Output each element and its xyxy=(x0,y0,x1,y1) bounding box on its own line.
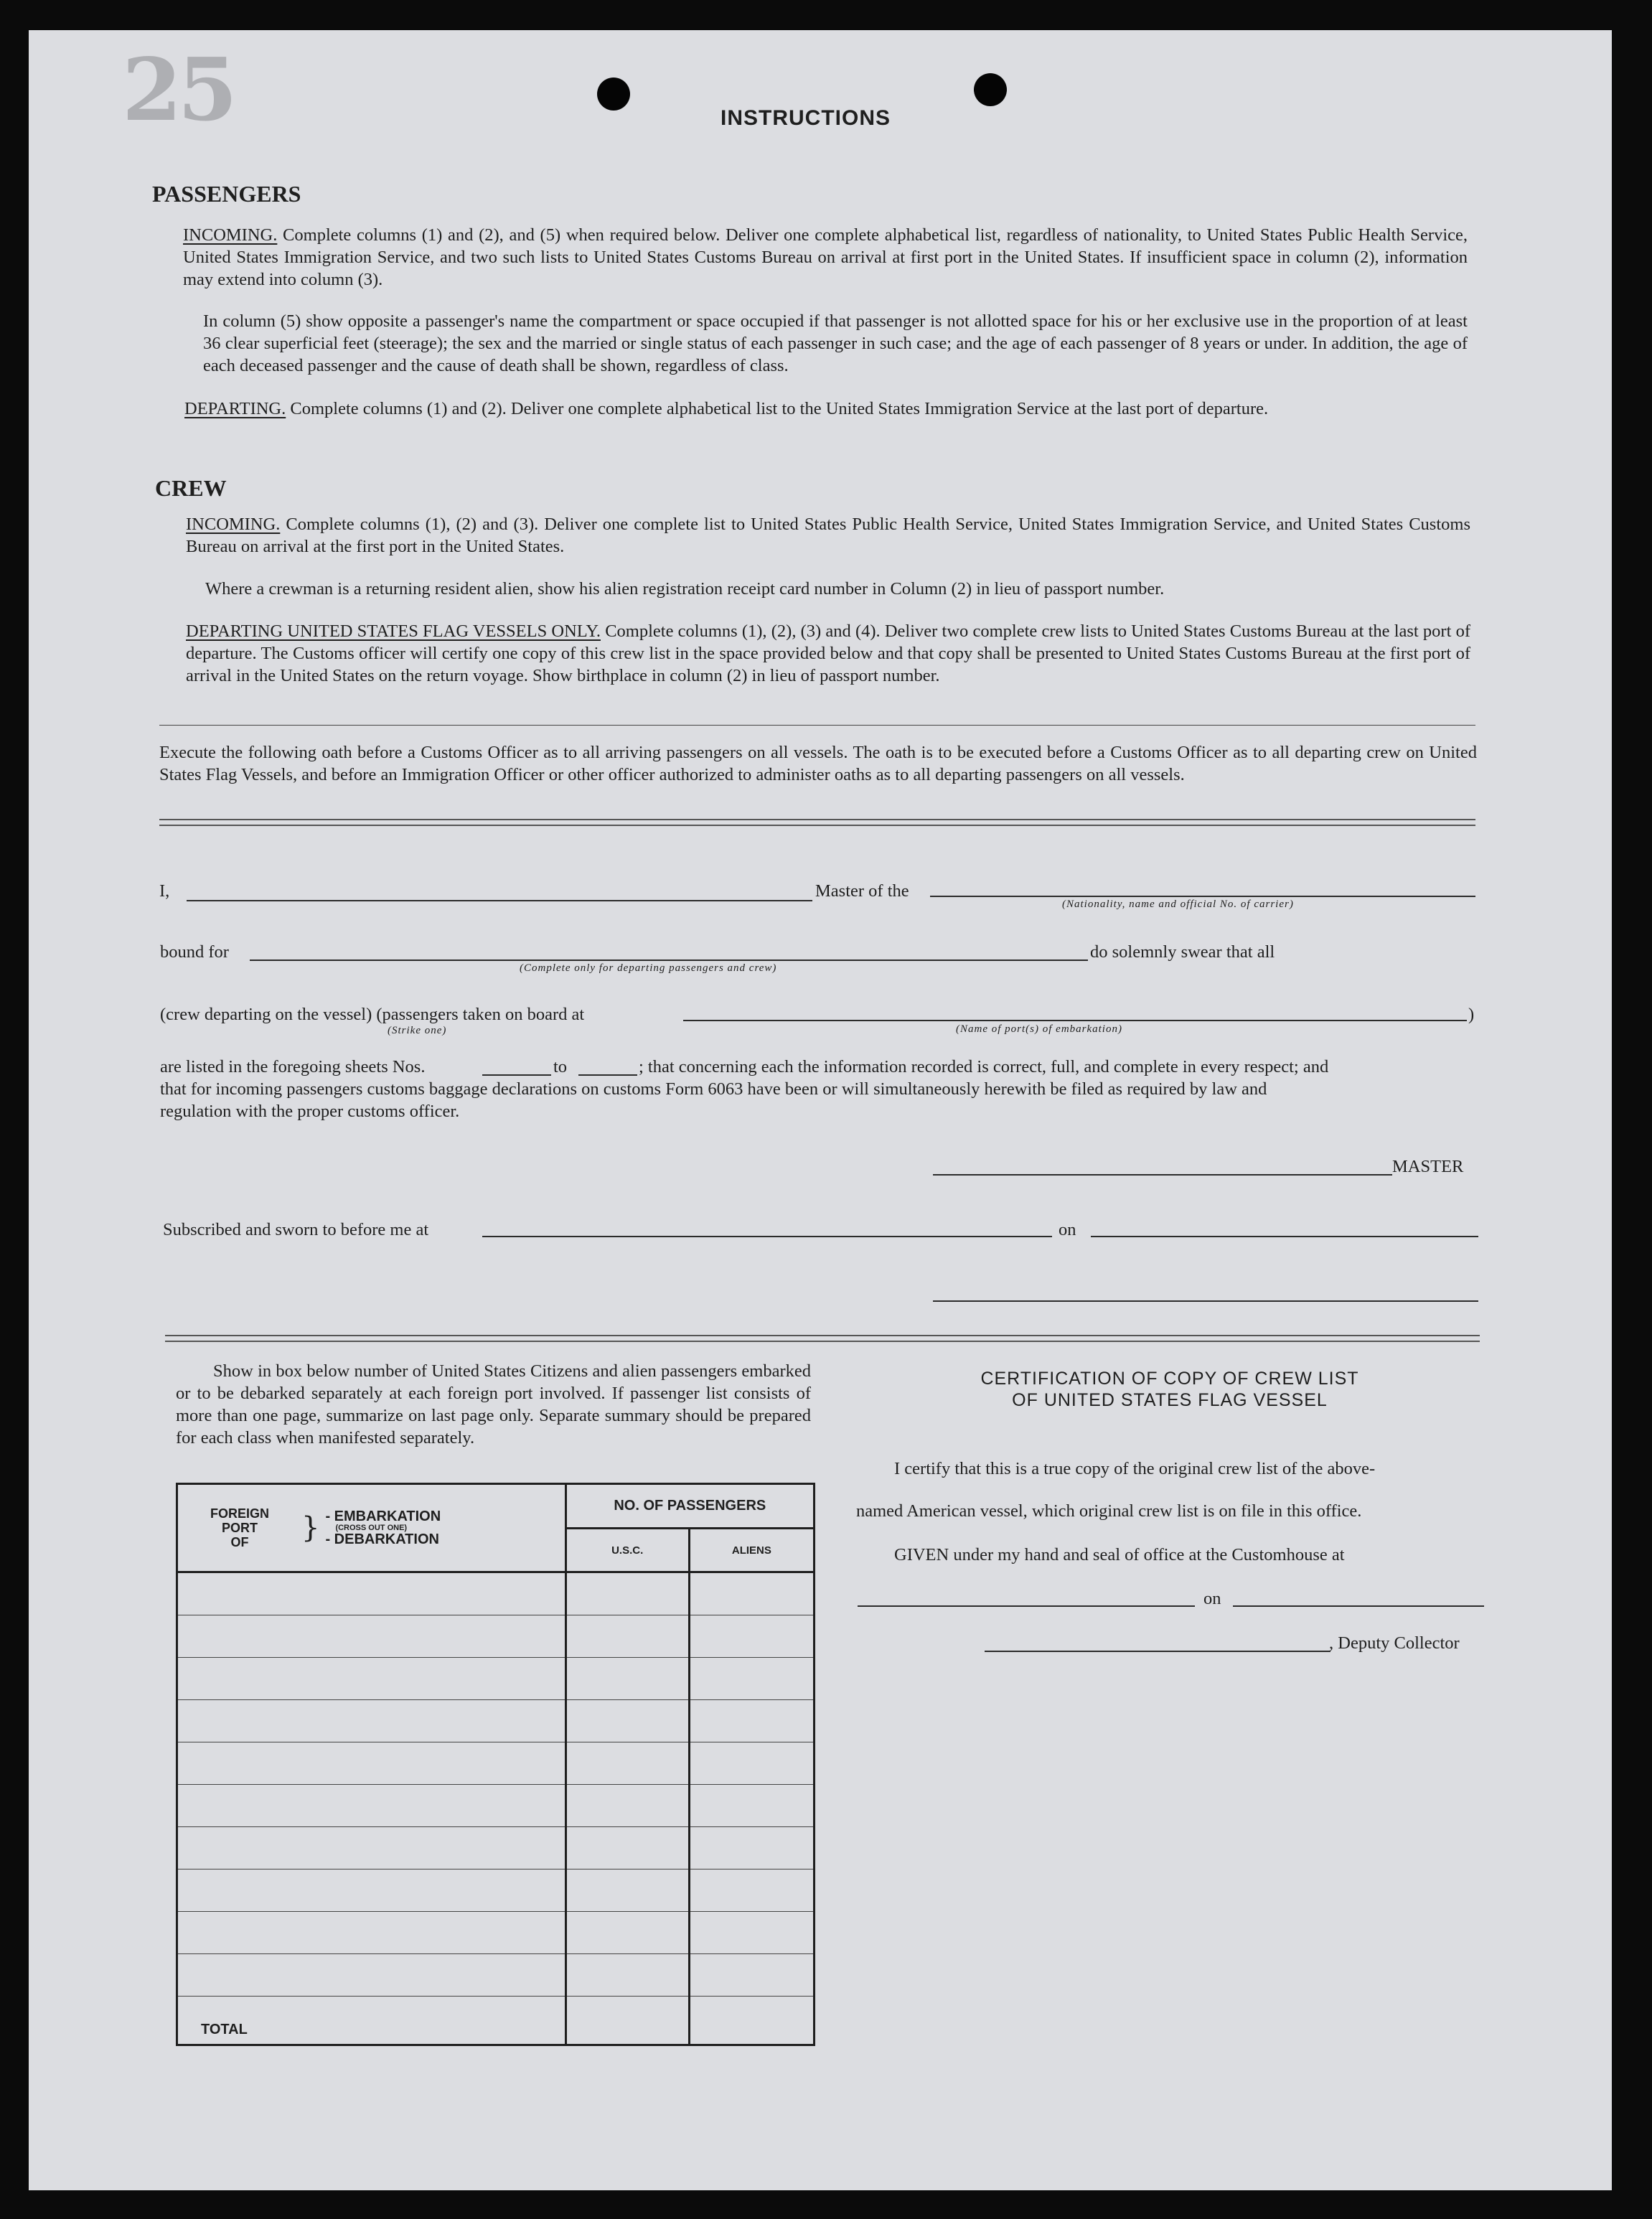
close-paren: ) xyxy=(1468,1005,1475,1024)
port-cell[interactable] xyxy=(177,1785,566,1827)
cross-out-label: (CROSS OUT ONE) xyxy=(335,1524,408,1532)
total-aliens-cell[interactable] xyxy=(689,1997,814,2045)
deputy-collector: , Deputy Collector xyxy=(1329,1633,1460,1653)
deputy-signature-field[interactable] xyxy=(985,1651,1330,1652)
certify-line-1: I certify that this is a true copy of the original crew list of the above- xyxy=(894,1459,1376,1478)
swear-text: do solemnly swear that all xyxy=(1090,942,1275,962)
passengers-departing-text: Complete columns (1) and (2). Deliver one complete alphabetical list to the United States Immigration Service at the last port of departure. xyxy=(290,399,1269,418)
double-rule xyxy=(159,819,1475,826)
certification-title-2: OF UNITED STATES FLAG VESSEL xyxy=(1012,1390,1328,1410)
certify-line-2: named American vessel, which original crew list is on file in this office. xyxy=(856,1501,1362,1521)
total-label: TOTAL xyxy=(177,1997,566,2045)
listed-text-1: ; that concerning each the information recorded is correct, full, and complete in every respect; and xyxy=(639,1057,1329,1076)
cert-on: on xyxy=(1203,1589,1221,1608)
embarkation-field[interactable] xyxy=(683,1020,1467,1021)
crew-resident: Where a crewman is a returning resident alien, show his alien registration receipt card number in Column (2) in lieu of passport number. xyxy=(205,579,1165,599)
oath-i: I, xyxy=(159,881,170,901)
port-cell[interactable] xyxy=(177,1912,566,1954)
punch-hole-left xyxy=(597,78,630,111)
usc-cell[interactable] xyxy=(565,1785,689,1827)
master-signature-field[interactable] xyxy=(933,1174,1392,1176)
subscribed-place-field[interactable] xyxy=(482,1236,1052,1237)
stamp-number: 25 xyxy=(122,39,233,141)
usc-cell[interactable] xyxy=(565,1742,689,1785)
bound-caption: (Complete only for departing passengers and crew) xyxy=(520,962,777,974)
passenger-summary-table xyxy=(176,1483,815,2046)
subscribed-on: on xyxy=(1059,1220,1076,1239)
aliens-cell[interactable] xyxy=(689,1572,814,1615)
strike-one: (Strike one) xyxy=(388,1025,447,1036)
aliens-cell[interactable] xyxy=(689,1700,814,1742)
debarkation-label: - DEBARKATION xyxy=(325,1531,439,1547)
crew-incoming xyxy=(186,513,1470,558)
port-cell[interactable] xyxy=(177,1954,566,1997)
brace-icon: } xyxy=(301,1511,320,1544)
usc-header: U.S.C. xyxy=(565,1529,689,1572)
aliens-cell[interactable] xyxy=(689,1827,814,1870)
usc-cell[interactable] xyxy=(565,1700,689,1742)
total-usc-cell[interactable] xyxy=(565,1997,689,2045)
aliens-cell[interactable] xyxy=(689,1954,814,1997)
crew-incoming-text: Complete columns (1), (2) and (3). Deliver one complete list to United States Public Health Service, United States Immigration Service, and United States Customs Bureau on arrival at the first port in the United States. xyxy=(186,515,1470,556)
passengers-incoming xyxy=(183,224,1468,291)
crew-departing-strike: (crew departing on the vessel) (passengers taken on board at xyxy=(160,1005,585,1024)
port-cell[interactable] xyxy=(177,1742,566,1785)
master-name-field[interactable] xyxy=(187,900,812,901)
master-of-the: Master of the xyxy=(815,881,909,901)
given-line: GIVEN under my hand and seal of office at the Customhouse at xyxy=(894,1545,1345,1564)
port-cell[interactable] xyxy=(177,1700,566,1742)
aliens-cell[interactable] xyxy=(689,1658,814,1700)
embark-debark-choice[interactable] xyxy=(325,1509,441,1547)
listed-to: to xyxy=(553,1057,568,1076)
usc-cell[interactable] xyxy=(565,1870,689,1912)
subscribed-date-field[interactable] xyxy=(1091,1236,1478,1237)
summary-instruction: Show in box below number of United States Citizens and alien passengers embarked or to be debarked separately at each foreign port involved. If passenger list consists of more than one page, summarize on last page only. Separate summary should be prepared for each class when manifested separately. xyxy=(176,1361,811,1448)
usc-cell[interactable] xyxy=(565,1912,689,1954)
certification-title xyxy=(847,1368,1493,1411)
foreign-port-of: FOREIGN PORT OF xyxy=(210,1506,269,1549)
crew-incoming-label: INCOMING. xyxy=(186,515,281,534)
master-label: MASTER xyxy=(1392,1157,1464,1176)
aliens-cell[interactable] xyxy=(689,1870,814,1912)
listed-text-3: regulation with the proper customs officer. xyxy=(160,1102,460,1121)
crew-departing-label: DEPARTING UNITED STATES FLAG VESSELS ONLY. xyxy=(186,621,601,641)
crew-departing xyxy=(186,620,1470,687)
aliens-cell[interactable] xyxy=(689,1785,814,1827)
sheet-to-field[interactable] xyxy=(578,1074,637,1076)
carrier-field[interactable] xyxy=(930,896,1475,897)
passengers-incoming-text: Complete columns (1) and (2), and (5) when required below. Deliver one complete alphabetical list, regardless of nationality, to United States Public Health Service, United States Immigration Service, and two such lists to United States Customs Bureau on arrival at first port in the United States. If insufficient space in column (2), information may extend into column (3). xyxy=(183,225,1468,289)
port-cell[interactable] xyxy=(177,1870,566,1912)
divider xyxy=(159,725,1475,726)
no-passengers-header: NO. OF PASSENGERS xyxy=(565,1484,814,1529)
port-cell[interactable] xyxy=(177,1572,566,1615)
embarkation-label: - EMBARKATION xyxy=(325,1509,441,1524)
usc-cell[interactable] xyxy=(565,1658,689,1700)
sheet-from-field[interactable] xyxy=(482,1074,551,1076)
listed-sheets: are listed in the foregoing sheets Nos. xyxy=(160,1057,426,1076)
usc-cell[interactable] xyxy=(565,1954,689,1997)
port-header xyxy=(177,1484,566,1572)
port-cell[interactable] xyxy=(177,1827,566,1870)
usc-cell[interactable] xyxy=(565,1615,689,1658)
punch-hole-right xyxy=(974,73,1007,106)
aliens-cell[interactable] xyxy=(689,1742,814,1785)
bound-for-field[interactable] xyxy=(250,960,1088,961)
customhouse-field[interactable] xyxy=(858,1605,1195,1607)
instructions-title: INSTRUCTIONS xyxy=(721,106,891,130)
aliens-cell[interactable] xyxy=(689,1615,814,1658)
subscribed-text: Subscribed and sworn to before me at xyxy=(163,1220,429,1239)
crew-heading: CREW xyxy=(155,475,227,501)
crew-departing-text: Complete columns (1), (2), (3) and (4). Deliver two complete crew lists to United States Customs Bureau at the last port of departure. The Customs officer will certify one copy of this crew list in the space provided below and that copy shall be presented to United States Customs Bureau at the first port of arrival in the United States on the return voyage. Show birthplace in column (2) in lieu of passport number. xyxy=(186,621,1470,685)
certification-title-1: CERTIFICATION OF COPY OF CREW LIST xyxy=(980,1369,1359,1389)
aliens-cell[interactable] xyxy=(689,1912,814,1954)
usc-cell[interactable] xyxy=(565,1827,689,1870)
listed-text-2: that for incoming passengers customs baggage declarations on customs Form 6063 have been or will simultaneously herewith be filed as required by law and xyxy=(160,1079,1267,1099)
port-cell[interactable] xyxy=(177,1615,566,1658)
officer-signature-field[interactable] xyxy=(933,1300,1478,1302)
passengers-incoming-label: INCOMING. xyxy=(183,225,278,245)
usc-cell[interactable] xyxy=(565,1572,689,1615)
passengers-departing xyxy=(184,398,1468,420)
embark-caption: (Name of port(s) of embarkation) xyxy=(956,1023,1122,1035)
bound-for: bound for xyxy=(160,942,229,962)
carrier-caption: (Nationality, name and official No. of carrier) xyxy=(1062,899,1294,910)
double-rule-2 xyxy=(165,1335,1480,1342)
passengers-column5: In column (5) show opposite a passenger's name the compartment or space occupied if that passenger is not allotted space for his or her exclusive use in the proportion of at least 36 clear superficial feet (steerage); the sex and the married or single status of each passenger in such case; and the age of each passenger of 8 years or under. In addition, the age of each deceased passenger and the cause of death shall be shown, regardless of class. xyxy=(203,311,1468,375)
passengers-heading: PASSENGERS xyxy=(152,181,301,207)
cert-date-field[interactable] xyxy=(1233,1605,1484,1607)
port-cell[interactable] xyxy=(177,1658,566,1700)
oath-instruction: Execute the following oath before a Customs Officer as to all arriving passengers on all vessels. The oath is to be executed before a Customs Officer as to all departing crew on United States Flag Vessels, and before an Immigration Officer or other officer authorized to administer oaths as to all departing passengers on all vessels. xyxy=(159,743,1477,784)
passengers-departing-label: DEPARTING. xyxy=(184,399,286,418)
aliens-header: ALIENS xyxy=(689,1529,814,1572)
